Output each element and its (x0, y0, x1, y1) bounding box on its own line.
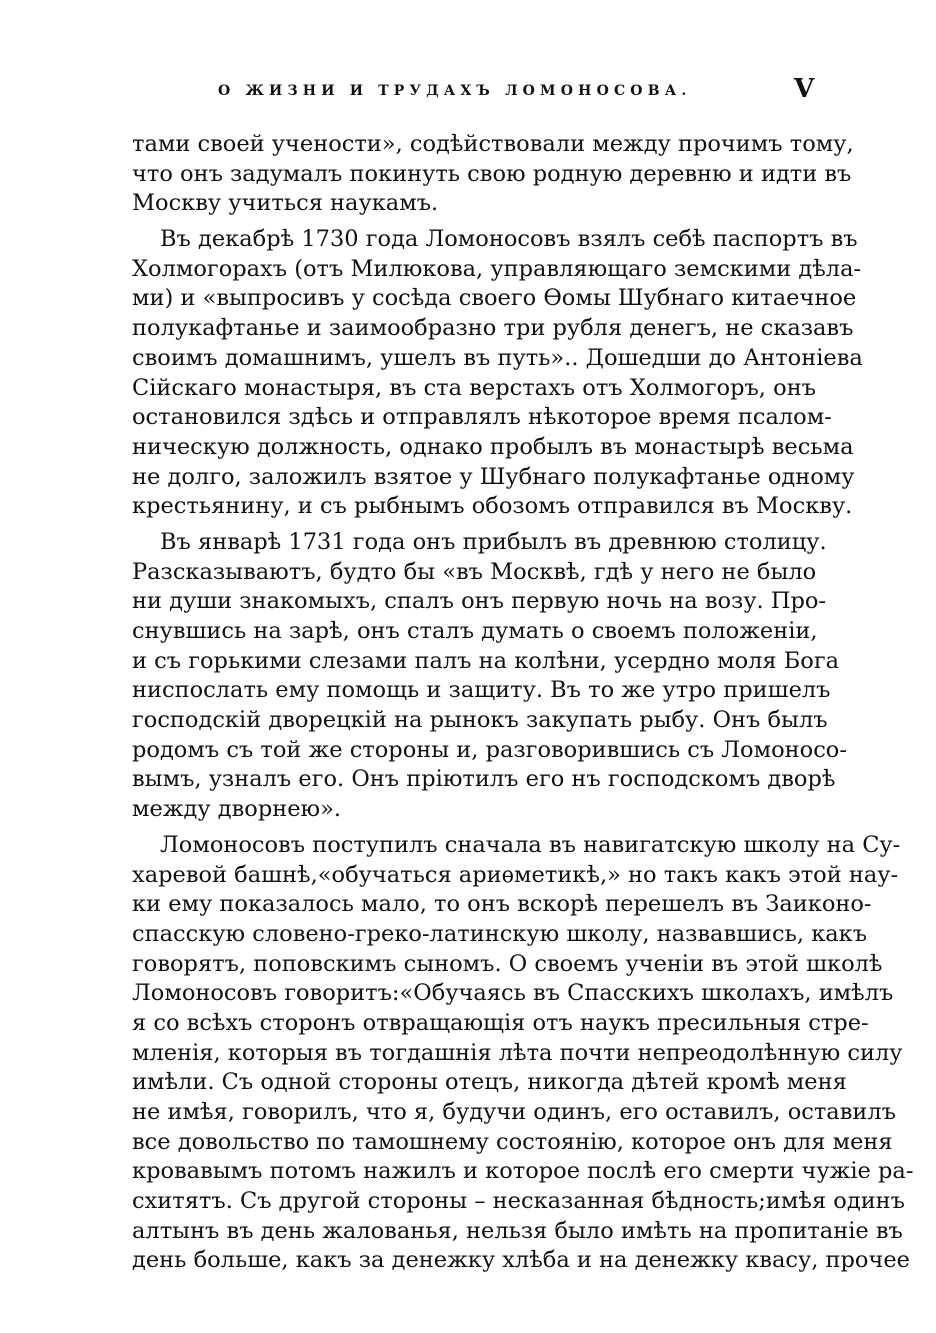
text-line: остановился здѣсь и отправлялъ нѣкоторое время псалом- (132, 404, 832, 431)
text-line: Разсказываютъ, будто бы «въ Москвѣ, гдѣ у него не было (132, 558, 817, 585)
text-line: не имѣя, говорилъ, что я, будучи одинъ, его оставилъ, оставилъ (132, 1099, 896, 1125)
text-line: господскiй дворецкiй на рынокъ закупать рыбу. Онъ былъ (132, 707, 828, 734)
text-line: тами своей учености», содѣйствовали между прочимъ тому, (132, 131, 854, 157)
paragraph-3 (132, 528, 847, 825)
running-head: О ЖИЗНИ И ТРУДАХЪ ЛОМОНОСОВА. (218, 83, 692, 99)
text-line: между дворнею». (132, 796, 342, 823)
text-line: ки ему показалось мало, то онъ вскорѣ перешелъ въ Заиконо- (132, 891, 872, 918)
text-line: крестьянину, и съ рыбнымъ обозомъ отправился въ Москву. (132, 493, 853, 520)
text-line: Холмогорахъ (отъ Милюкова, управляющаго земскими дѣла- (132, 255, 862, 282)
text-line: ниспослать ему помощь и защиту. Въ то же утро пришелъ (132, 677, 831, 704)
text-line: день больше, какъ за денежку хлѣба и на денежку квасу, прочее (132, 1247, 910, 1274)
text-line: имѣли. Съ одной стороны отецъ, никогда дѣтей кромѣ меня (132, 1069, 847, 1096)
text-line: ническую должность, однако пробылъ въ монастырѣ весьма (132, 433, 854, 460)
paragraph-4 (132, 831, 914, 1276)
text-line: мленiя, которыя въ тогдашнiя лѣта почти непреодолѣнную силу (132, 1039, 903, 1066)
text-line: схитятъ. Съ другой стороны – несказанная бѣдность;имѣя одинъ (132, 1188, 905, 1215)
text-line: и съ горькими слезами палъ на колѣни, усердно моля Бога (132, 647, 840, 674)
text-line: ми) и «выпросивъ у сосѣда своего Ѳомы Шубнаго китаечное (132, 285, 857, 312)
text-line: Москву учиться наукамъ. (132, 190, 439, 217)
text-line: я со всѣхъ сторонъ отвращающiя отъ наукъ пресильныя стре- (132, 1009, 869, 1036)
body-text (132, 130, 914, 1276)
text-line: говорятъ, поповскимъ сыномъ. О своемъ ученiи въ этой школѣ (132, 950, 883, 977)
text-line: ни души знакомыхъ, спалъ онъ первую ночь на возу. Про- (132, 588, 827, 615)
text-line: вымъ, узналъ его. Онъ прiютилъ его нъ господскомъ дворѣ (132, 766, 836, 793)
text-line: Ломоносовъ говоритъ:«Обучаясь въ Спасскихъ школахъ, имѣлъ (132, 980, 894, 1007)
text-line: Ломоносовъ поступилъ сначала въ навигатскую школу на Су- (160, 831, 901, 858)
text-line: Сiйскаго монастыря, въ ста верстахъ отъ Холмогоръ, онъ (132, 374, 816, 401)
text-line: кровавымъ потомъ нажилъ и которое послѣ его смерти чужiе ра- (132, 1158, 914, 1185)
text-line: что онъ задумалъ покинуть свою родную деревню и идти въ (132, 160, 852, 187)
text-line: алтынъ въ день жалованья, нельзя было имѣть на пропитанiе въ (132, 1217, 903, 1244)
text-line: снувшись на зарѣ, онъ сталъ думать о своемъ положенiи, (132, 618, 818, 644)
text-line: Въ декабрѣ 1730 года Ломоносовъ взялъ себѣ паспортъ въ (160, 226, 858, 253)
text-line: полукафтанье и заимообразно три рубля денегъ, не сказавъ (132, 315, 854, 342)
text-line: спасскую словено-греко-латинскую школу, назвавшись, какъ (132, 920, 868, 947)
text-line: своимъ домашнимъ, ушелъ въ путь».. Дошедши до Антонiева (132, 344, 863, 371)
text-line: харевой башнѣ,«обучаться ариѳметикѣ,» но такъ какъ этой нау- (132, 861, 899, 888)
page-number: V (794, 74, 815, 104)
paragraph-2 (132, 225, 863, 522)
text-line: не долго, заложилъ взятое у Шубнаго полукафтанье одному (132, 463, 855, 490)
text-line: все довольство по тамошнему состоянiю, которое онъ для меня (132, 1128, 893, 1155)
text-line: родомъ съ той же стороны и, разговорившись съ Ломоносо- (132, 736, 847, 763)
paragraph-1 (132, 130, 854, 219)
text-line: Въ январѣ 1731 года онъ прибылъ въ древнюю столицу. (160, 528, 827, 555)
